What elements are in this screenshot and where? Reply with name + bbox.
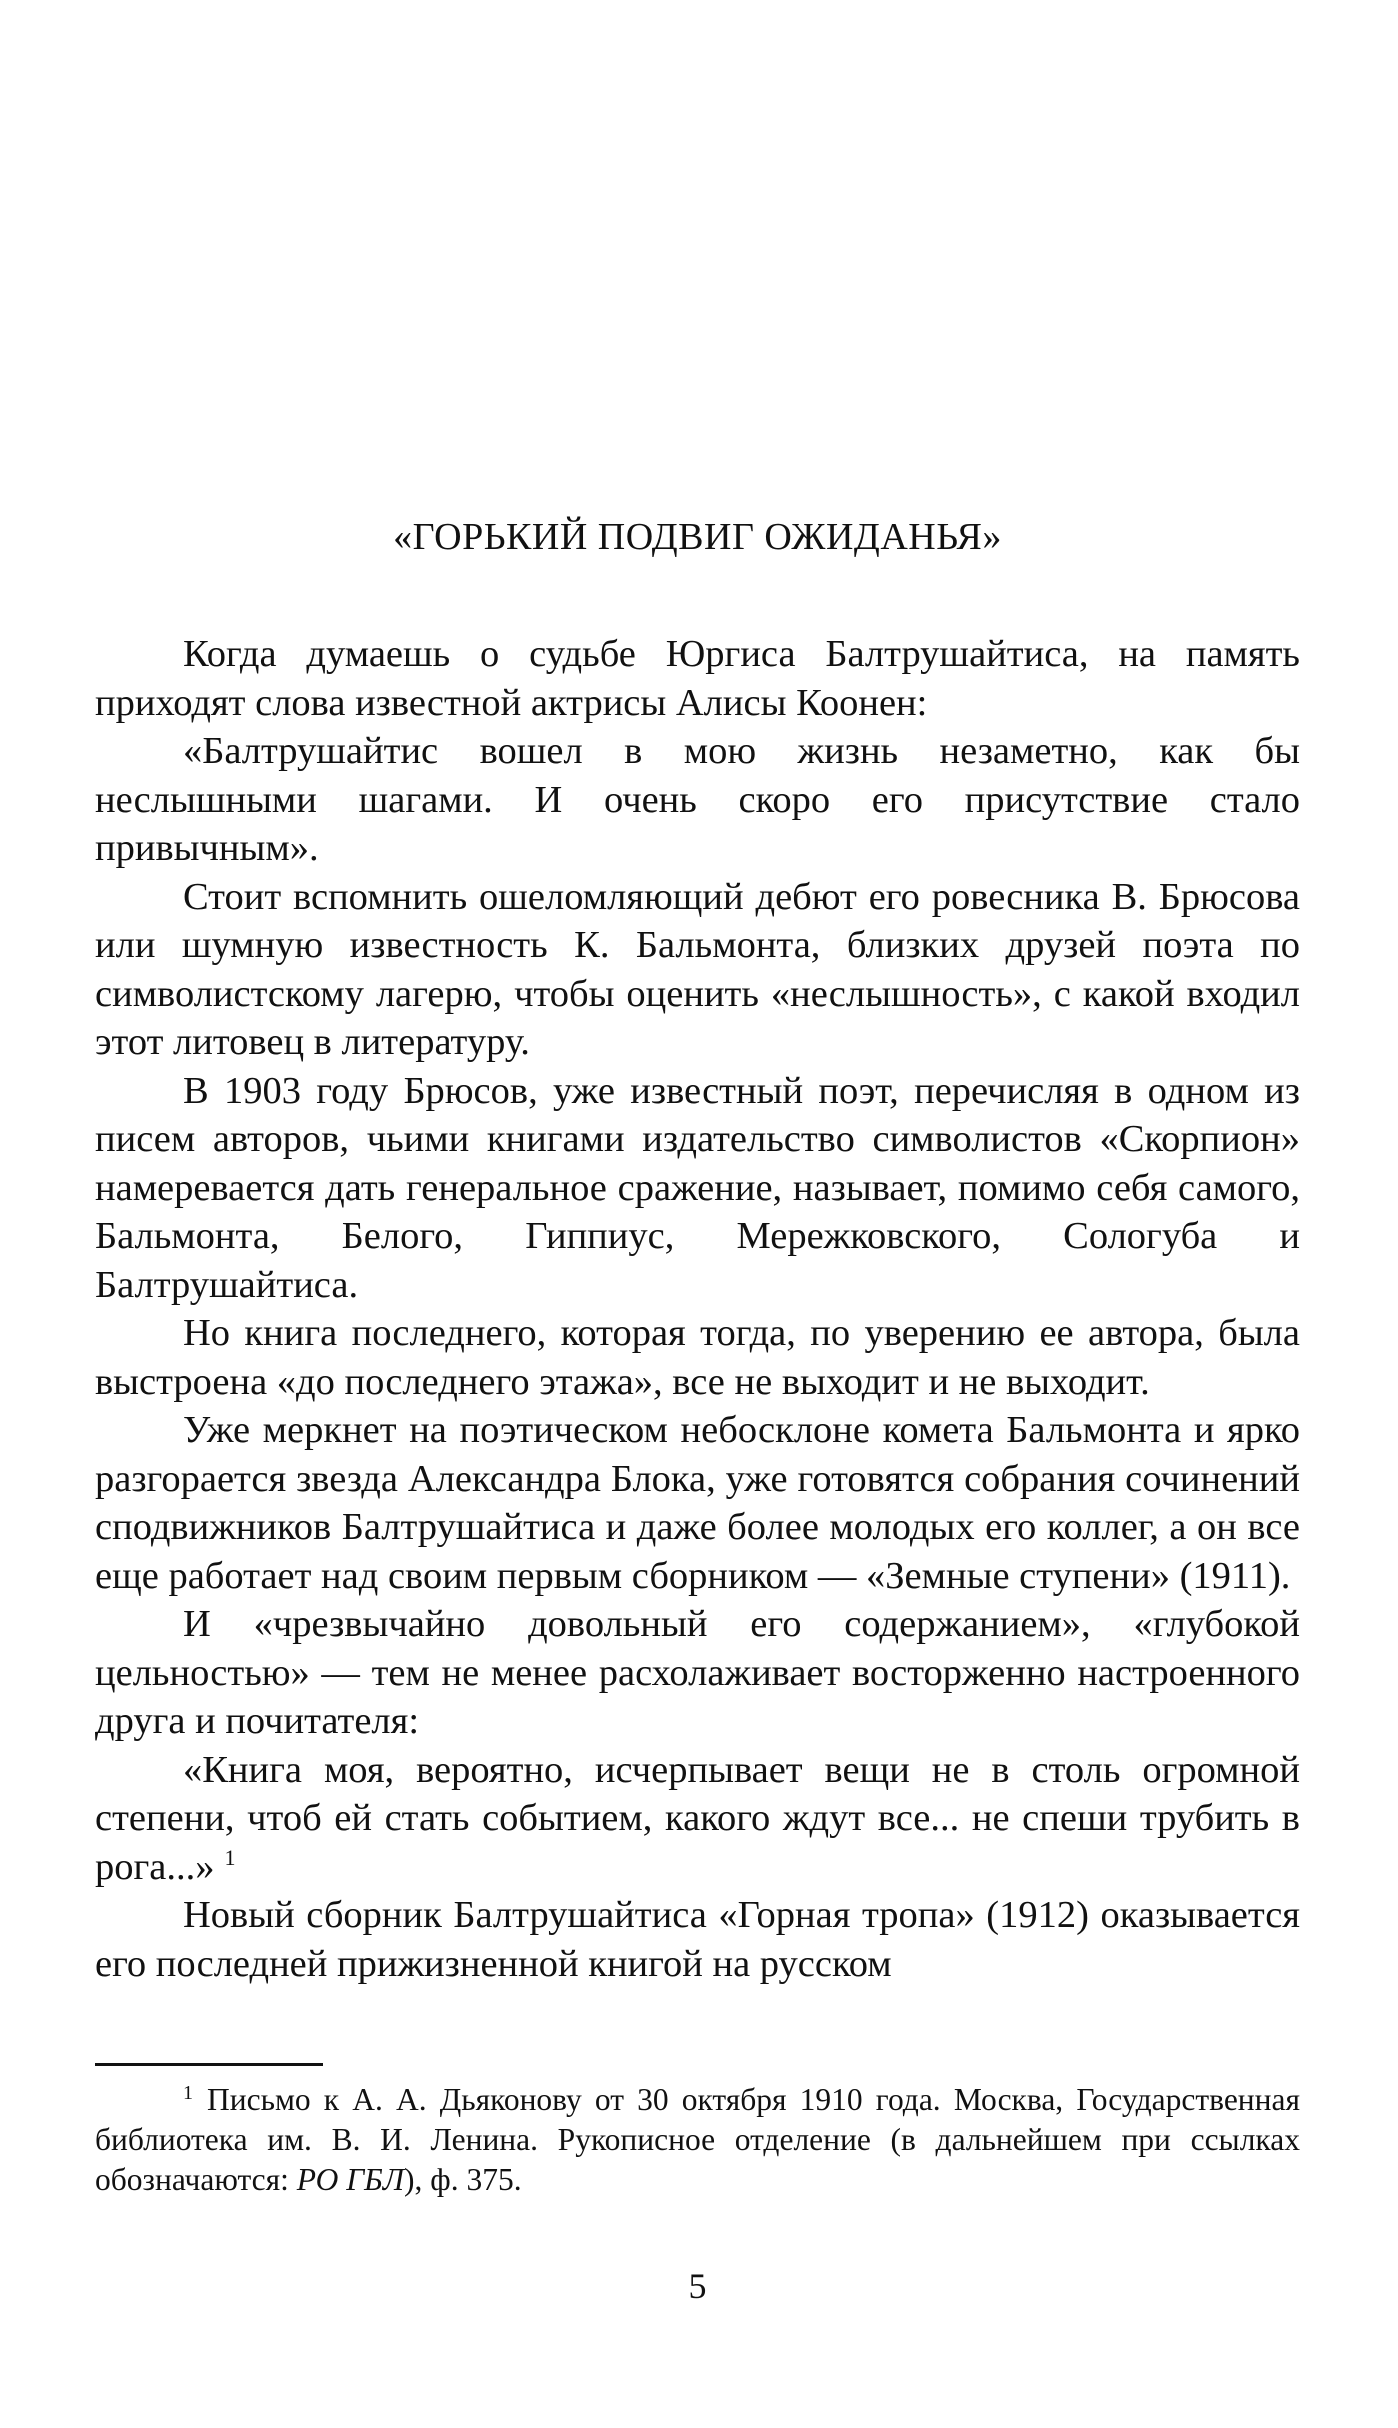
- paragraph-6: Уже меркнет на поэтическом небосклоне комета Бальмонта и ярко разгорается звезда Александра Блока, уже готовятся собрания сочинений сподвижников Балтрушайтиса и даже более молодых его коллег, а он все еще работает над своим первым сборником — «Земные ступени» (1911).: [95, 1409, 1300, 1597]
- paragraph-7: И «чрезвычайно довольный его содержанием», «глубокой цельностью» — тем не менее расхолаживает восторженно настроенного друга и почитателя:: [95, 1603, 1300, 1742]
- paragraph-2: «Балтрушайтис вошел в мою жизнь незаметно, как бы неслышными шагами. И очень скоро его присутствие стало привычным».: [95, 730, 1300, 869]
- paragraph-9: Новый сборник Балтрушайтиса «Горная тропа» (1912) оказывается его последней прижизненной книгой на русском: [95, 1894, 1300, 1985]
- footnote-text-before: Письмо к А. А. Дьяконову от 30 октября 1910 года. Москва, Государственная библиотека им. В. И. Ленина. Рукописное отделение (в дальнейшем при ссылках обозначаются:: [95, 2082, 1300, 2197]
- book-page: [95, 0, 1300, 2428]
- footnote-divider: [95, 2063, 323, 2066]
- footnote-abbreviation: РО ГБЛ: [296, 2162, 405, 2197]
- footnote-mark: 1: [183, 2081, 193, 2104]
- paragraph-8-text: «Книга моя, вероятно, исчерпывает вещи не в столь огромной степени, чтоб ей стать событием, какого ждут все... не спеши трубить в рога...»: [95, 1748, 1300, 1888]
- footnote-reference: 1: [224, 1844, 236, 1870]
- paragraph-1: Когда думаешь о судьбе Юргиса Балтрушайтиса, на память приходят слова известной актрисы Алисы Коонен:: [95, 633, 1300, 724]
- footnote: [95, 2080, 1300, 2200]
- footnote-text-after: ), ф. 375.: [404, 2162, 522, 2197]
- paragraph-8: [95, 1746, 1300, 1892]
- paragraph-4: В 1903 году Брюсов, уже известный поэт, перечисляя в одном из писем авторов, чьими книгами издательство символистов «Скорпион» намеревается дать генеральное сражение, называет, помимо себя самого, Бальмонта, Белого, Гиппиус, Мережковского, Сологуба и Балтрушайтиса.: [95, 1069, 1300, 1306]
- body-text: [95, 630, 1300, 1988]
- paragraph-3: Стоит вспомнить ошеломляющий дебют его ровесника В. Брюсова или шумную известность К. Бальмонта, близких друзей поэта по символистскому лагерю, чтобы оценить «неслышность», с какой входил этот литовец в литературу.: [95, 875, 1300, 1063]
- paragraph-5: Но книга последнего, которая тогда, по уверению ее автора, была выстроена «до последнего этажа», все не выходит и не выходит.: [95, 1312, 1300, 1403]
- chapter-title: «ГОРЬКИЙ ПОДВИГ ОЖИДАНЬЯ»: [393, 516, 1002, 558]
- page-number: 5: [688, 2266, 707, 2306]
